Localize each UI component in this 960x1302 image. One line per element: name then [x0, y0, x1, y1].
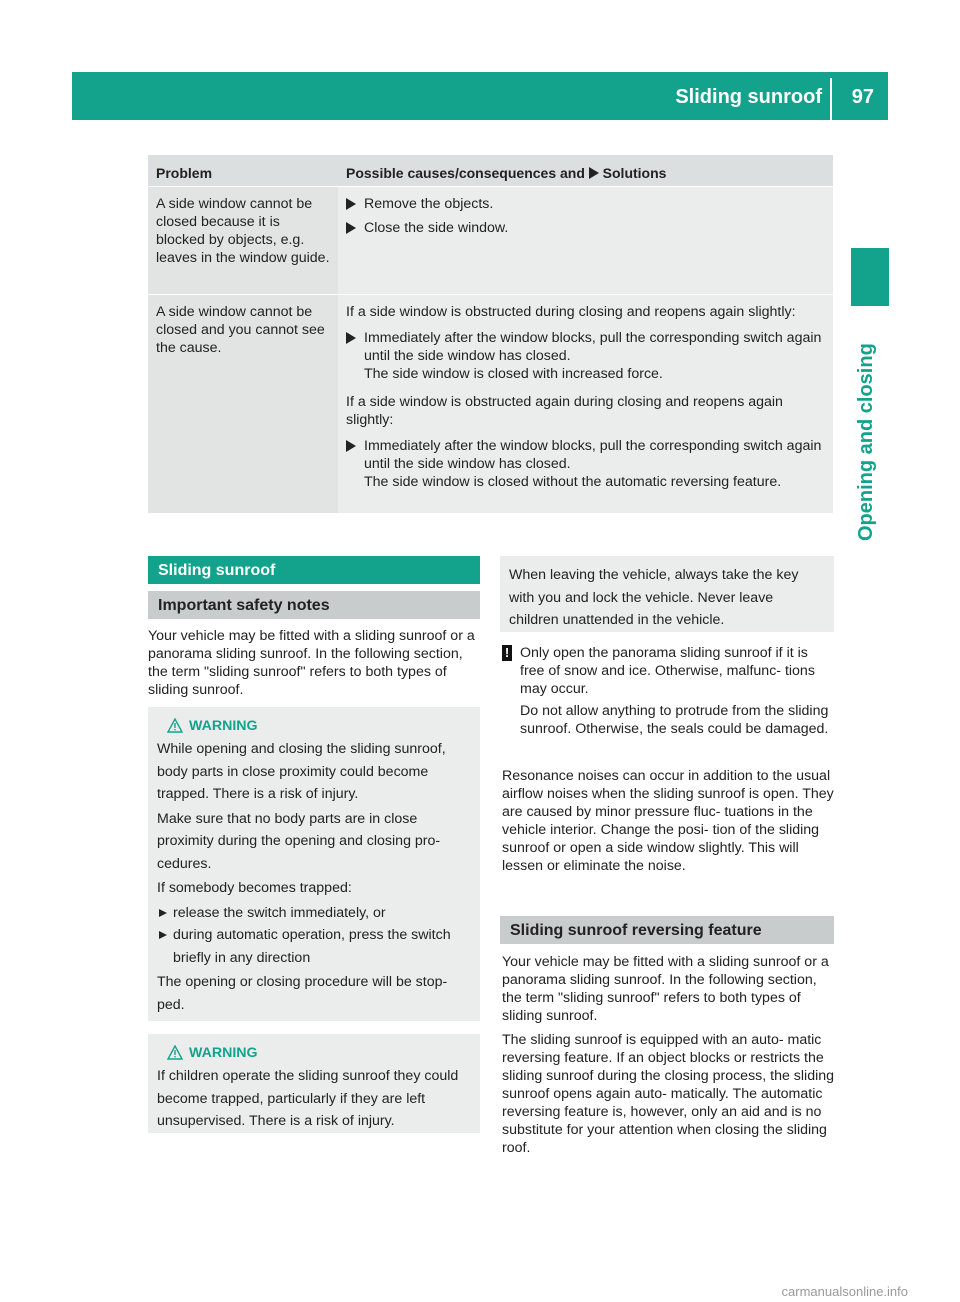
arrow-icon — [346, 198, 356, 210]
warning-heading: WARNING — [157, 1042, 472, 1064]
warning-heading: WARNING — [157, 715, 472, 737]
warning-text: If somebody becomes trapped: — [157, 880, 352, 896]
subsection-heading: Sliding sunroof reversing feature — [500, 916, 834, 944]
table-row — [148, 294, 833, 513]
arrow-icon — [346, 222, 356, 234]
page-title: Sliding sunroof — [675, 86, 822, 108]
subsection-heading: Important safety notes — [148, 591, 480, 619]
chapter-tab — [851, 248, 889, 306]
reversing-paragraph: The sliding sunroof is equipped with an auto- matic reversing feature. If an object blocks or restricts the sliding sunroof during the closing process, the sliding sunroof opens again auto- matically. The automatic reversing feature is, however, only an aid and is no substitute for your attention when closing the sliding roof. — [502, 1032, 835, 1156]
list-item: release the switch immediately, or — [157, 902, 472, 925]
solution-step: Close the side window. — [346, 219, 827, 237]
header-divider — [830, 78, 832, 120]
notice-text: Do not allow anything to protrude from the sliding sunroof. Otherwise, the seals could be damaged. — [520, 703, 829, 737]
notice-text: Only open the panorama sliding sunroof if it is free of snow and ice. Otherwise, malfunc- tions may occur. — [520, 645, 815, 697]
table-row — [148, 186, 833, 294]
arrow-icon — [346, 440, 356, 452]
solution-step: Immediately after the window blocks, pull the corresponding switch again until the side window has closed. The side window is closed with increased force. — [346, 329, 827, 383]
list-item: during automatic operation, press the switch briefly in any direction — [157, 924, 472, 969]
info-box: When leaving the vehicle, always take the key with you and lock the vehicle. Never leave children unattended in the vehicle. — [500, 556, 834, 632]
reversing-paragraph: Your vehicle may be fitted with a sliding sunroof or a panorama sliding sunroof. In the following section, the term "sliding sunroof" refers to both types of sliding sunroof. — [502, 954, 829, 1024]
problem-cell: A side window cannot be closed and you cannot see the cause. — [148, 295, 338, 513]
section-heading: Sliding sunroof — [148, 556, 480, 584]
watermark: carmanualsonline.info — [781, 1284, 908, 1299]
column-header-problem: Problem — [148, 155, 338, 186]
warning-triangle-icon — [167, 718, 183, 733]
table-header-row — [148, 155, 833, 186]
warning-box — [148, 707, 480, 1021]
page-number: 97 — [851, 86, 874, 108]
solution-intro: If a side window is obstructed during closing and reopens again slightly: — [346, 304, 796, 320]
intro-paragraph: Your vehicle may be fitted with a sliding sunroof or a panorama sliding sunroof. In the following section, the term "sliding sunroof" refers to both types of sliding sunroof. — [148, 628, 475, 698]
warning-text: The opening or closing procedure will be stop- ped. — [157, 974, 448, 1013]
solution-cell — [338, 295, 833, 513]
resonance-paragraph: Resonance noises can occur in addition to the usual airflow noises when the sliding sunroof is open. They are caused by minor pressure fluc- tuations in the vehicle interior. Change the posi- tion of the sliding sunroof or open a side window slightly. This will lessen or eliminate the noise. — [502, 768, 834, 874]
column-header-solutions: Possible causes/consequences and Solutions — [346, 165, 667, 181]
page-header — [72, 72, 888, 120]
warning-triangle-icon — [167, 1045, 183, 1060]
warning-box — [148, 1034, 480, 1133]
troubleshooting-table — [148, 155, 833, 513]
arrow-icon — [346, 332, 356, 344]
warning-text: While opening and closing the sliding sunroof, body parts in close proximity could become trapped. There is a risk of injury. — [157, 741, 446, 802]
problem-cell: A side window cannot be closed because it is blocked by objects, e.g. leaves in the window guide. — [148, 187, 338, 294]
exclamation-icon: ! — [502, 645, 512, 661]
solution-cell — [338, 187, 833, 294]
chapter-label: Opening and closing — [855, 343, 877, 541]
solution-step: Immediately after the window blocks, pull the corresponding switch again until the side window has closed. The side window is closed without the automatic reversing feature. — [346, 437, 827, 491]
notice-block — [502, 644, 834, 738]
warning-text: If children operate the sliding sunroof they could become trapped, particularly if they are left unsupervised. There is a risk of injury. — [157, 1068, 459, 1129]
solution-intro: If a side window is obstructed again during closing and reopens again slightly: — [346, 394, 783, 428]
arrow-icon — [589, 167, 599, 179]
solution-step: Remove the objects. — [346, 195, 827, 213]
warning-text: Make sure that no body parts are in close proximity during the opening and closing pro- cedures. — [157, 810, 441, 872]
